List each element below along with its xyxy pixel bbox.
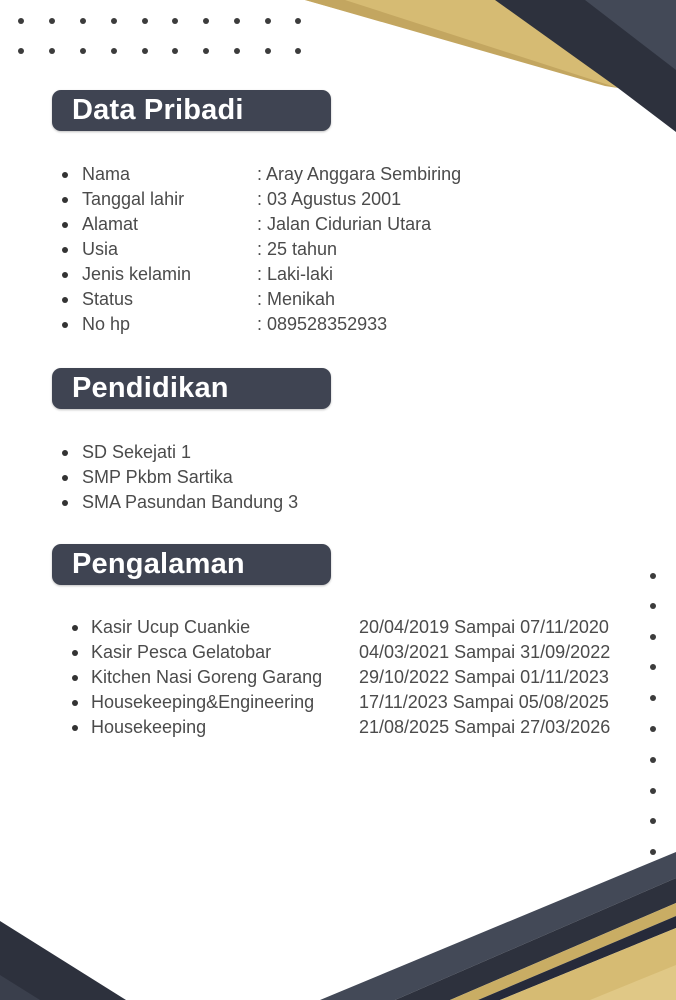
school-name: SD Sekejati 1 bbox=[82, 442, 192, 462]
job-title: Kasir Ucup Cuankie bbox=[91, 617, 251, 637]
list-item bbox=[62, 187, 522, 212]
bullet-icon bbox=[62, 322, 68, 328]
dot bbox=[80, 18, 86, 24]
bullet-icon bbox=[72, 675, 78, 681]
job-period: 04/03/2021 Sampai 31/09/2022 bbox=[359, 642, 611, 662]
dot bbox=[49, 48, 55, 54]
school-name: SMP Pkbm Sartika bbox=[82, 467, 233, 487]
field-label: Tanggal lahir bbox=[82, 189, 185, 209]
dot bbox=[650, 818, 656, 824]
dot bbox=[295, 18, 301, 24]
bullet-icon bbox=[62, 222, 68, 228]
field-value: : 25 tahun bbox=[257, 239, 338, 259]
dot bbox=[650, 849, 656, 855]
list-item bbox=[62, 440, 382, 465]
dot bbox=[18, 18, 24, 24]
bullet-icon bbox=[62, 475, 68, 481]
field-label: Status bbox=[82, 289, 134, 309]
section-header-pendidikan: Pendidikan bbox=[52, 368, 331, 409]
list-item bbox=[62, 490, 382, 515]
bottom-slate-band bbox=[320, 852, 676, 1000]
bullet-icon bbox=[62, 297, 68, 303]
list-item bbox=[62, 465, 382, 490]
list-item bbox=[62, 262, 522, 287]
list-item bbox=[72, 690, 652, 715]
job-period: 21/08/2025 Sampai 27/03/2026 bbox=[359, 717, 611, 737]
dot bbox=[203, 48, 209, 54]
top-dark-band bbox=[495, 0, 676, 132]
dot bbox=[295, 48, 301, 54]
job-title: Housekeeping&Engineering bbox=[91, 692, 315, 712]
bottom-gold-fill bbox=[500, 928, 676, 1000]
job-period: 20/04/2019 Sampai 07/11/2020 bbox=[359, 617, 609, 637]
dot bbox=[203, 18, 209, 24]
bottom-navy-stripe bbox=[478, 916, 676, 1000]
dot bbox=[142, 48, 148, 54]
dot bbox=[650, 573, 656, 579]
list-item bbox=[62, 287, 522, 312]
experience-list bbox=[72, 615, 652, 740]
dot bbox=[172, 48, 178, 54]
personal-data-list bbox=[62, 162, 522, 337]
job-period: 29/10/2022 Sampai 01/11/2023 bbox=[359, 667, 609, 687]
field-label: No hp bbox=[82, 314, 131, 334]
bottom-left-dark-triangle bbox=[0, 921, 126, 1000]
list-item bbox=[72, 665, 652, 690]
dot bbox=[234, 18, 240, 24]
list-item bbox=[72, 715, 652, 740]
bullet-icon bbox=[72, 625, 78, 631]
bullet-icon bbox=[62, 197, 68, 203]
bullet-icon bbox=[62, 272, 68, 278]
dot bbox=[111, 48, 117, 54]
bullet-icon bbox=[72, 700, 78, 706]
field-label: Alamat bbox=[82, 214, 139, 234]
school-name: SMA Pasundan Bandung 3 bbox=[82, 492, 299, 512]
bottom-left-slate bbox=[0, 975, 40, 1000]
list-item bbox=[72, 615, 652, 640]
dot bbox=[265, 48, 271, 54]
dot bbox=[650, 788, 656, 794]
bullet-icon bbox=[62, 247, 68, 253]
dot bbox=[111, 18, 117, 24]
education-list bbox=[62, 440, 382, 515]
list-item bbox=[62, 312, 522, 337]
dot bbox=[234, 48, 240, 54]
field-value: : Aray Anggara Sembiring bbox=[257, 164, 462, 184]
field-value: : Menikah bbox=[257, 289, 336, 309]
bottom-dark-band bbox=[395, 878, 676, 1000]
bullet-icon bbox=[72, 725, 78, 731]
bullet-icon bbox=[62, 172, 68, 178]
top-slate-corner bbox=[585, 0, 676, 70]
field-value: : 03 Agustus 2001 bbox=[257, 189, 402, 209]
field-value: : 089528352933 bbox=[257, 314, 388, 334]
top-gold-wedge bbox=[305, 0, 618, 88]
dot bbox=[650, 603, 656, 609]
bullet-icon bbox=[72, 650, 78, 656]
field-label: Usia bbox=[82, 239, 119, 259]
dot bbox=[265, 18, 271, 24]
dot bbox=[172, 18, 178, 24]
top-gold-shadow bbox=[305, 0, 618, 88]
section-header-data-pribadi: Data Pribadi bbox=[52, 90, 331, 131]
bullet-icon bbox=[62, 500, 68, 506]
section-header-pengalaman: Pengalaman bbox=[52, 544, 331, 585]
field-label: Nama bbox=[82, 164, 131, 184]
dot bbox=[80, 48, 86, 54]
list-item bbox=[62, 237, 522, 262]
field-value: : Jalan Cidurian Utara bbox=[257, 214, 432, 234]
job-title: Kasir Pesca Gelatobar bbox=[91, 642, 272, 662]
bottom-gold-highlight bbox=[590, 965, 676, 1000]
dot bbox=[18, 48, 24, 54]
dot bbox=[650, 757, 656, 763]
list-item bbox=[62, 212, 522, 237]
dot bbox=[142, 18, 148, 24]
job-title: Kitchen Nasi Goreng Garang bbox=[91, 667, 323, 687]
job-title: Housekeeping bbox=[91, 717, 207, 737]
job-period: 17/11/2023 Sampai 05/08/2025 bbox=[359, 692, 609, 712]
list-item bbox=[62, 162, 522, 187]
list-item bbox=[72, 640, 652, 665]
field-label: Jenis kelamin bbox=[82, 264, 192, 284]
bottom-gold-stripe bbox=[450, 903, 676, 1000]
bullet-icon bbox=[62, 450, 68, 456]
field-value: : Laki-laki bbox=[257, 264, 334, 284]
dot bbox=[49, 18, 55, 24]
